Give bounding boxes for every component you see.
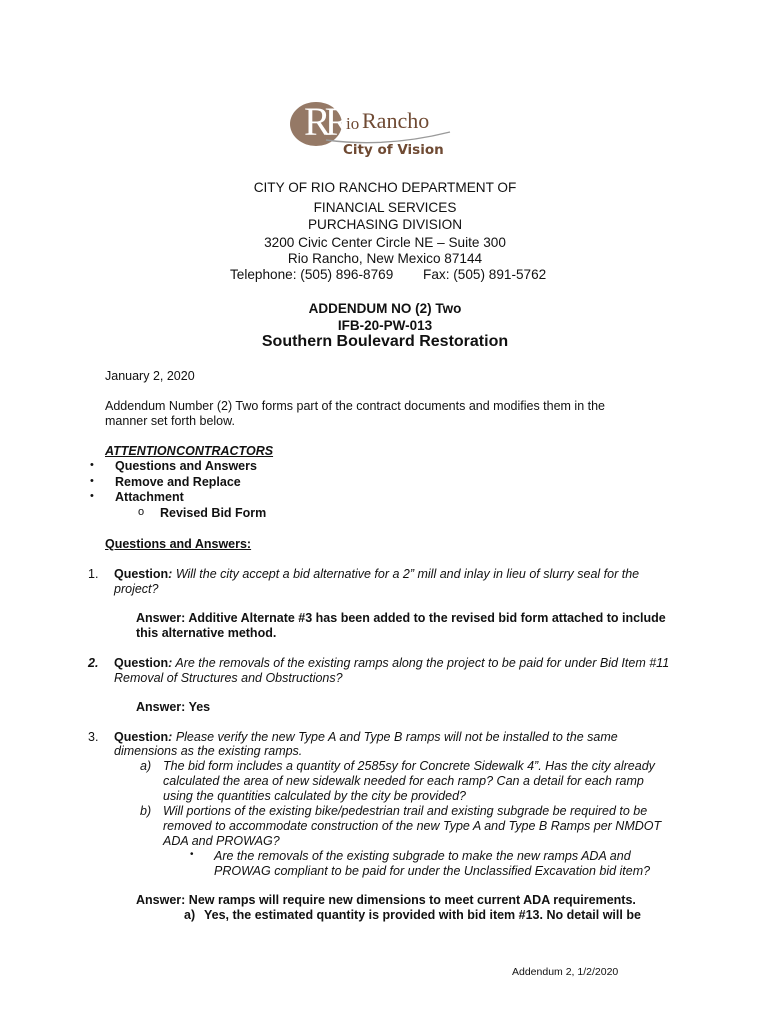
q3-b-line-2: removed to accommodate construction of the new Type A and Type B Ramps per NMDOT bbox=[163, 819, 662, 833]
header-line-4: 3200 Civic Center Circle NE – Suite 300 bbox=[264, 235, 506, 250]
q3-text-1: Please verify the new Type A and Type B ramps will not be installed to the same bbox=[172, 730, 618, 744]
fax: Fax: (505) 891-5762 bbox=[423, 267, 547, 282]
telephone-line bbox=[230, 266, 546, 284]
q3-answer-1: Answer: New ramps will require new dimensions to meet current ADA requirements. bbox=[136, 893, 636, 907]
q3-a-line-3: using the quantities calculated by the city be provided? bbox=[163, 789, 466, 803]
q1-answer-1: Answer: Additive Alternate #3 has been added to the revised bid form attached to include bbox=[136, 611, 666, 625]
logo-big-letters: RR bbox=[304, 99, 346, 144]
q3-number: 3. bbox=[88, 730, 99, 744]
bullet-icon: • bbox=[90, 475, 94, 487]
q3-colon: : bbox=[168, 730, 173, 744]
ifb-number: IFB-20-PW-013 bbox=[337, 318, 433, 333]
q3-a-label: a) bbox=[140, 759, 152, 773]
attention-item-attachment: Attachment bbox=[115, 490, 184, 504]
attention-sub-revised-bid-form: Revised Bid Form bbox=[160, 506, 267, 520]
q3-a-line-1: The bid form includes a quantity of 2585sy for Concrete Sidewalk 4”. Has the city already bbox=[163, 759, 655, 773]
header-line-1: CITY OF RIO RANCHO DEPARTMENT OF bbox=[253, 180, 517, 195]
intro-line-1: Addendum Number (2) Two forms part of the contract documents and modifies them in the bbox=[105, 399, 606, 413]
project-title: Southern Boulevard Restoration bbox=[261, 333, 509, 350]
q1-text-1: Will the city accept a bid alternative for a 2” mill and inlay in lieu of slurry seal for the bbox=[172, 567, 640, 581]
attention-heading: ATTENTION CONTRACTORS bbox=[105, 444, 274, 458]
q1-colon: : bbox=[168, 567, 173, 581]
attention-item-questions: Questions and Answers bbox=[115, 459, 257, 473]
city-logo bbox=[286, 96, 456, 162]
q2-label: Question bbox=[114, 656, 169, 670]
sub-bullet-icon: o bbox=[138, 506, 145, 518]
q2-answer: Answer: Yes bbox=[136, 700, 211, 714]
q2-text-1: Are the removals of the existing ramps along the project to be paid for under Bid Item #11 bbox=[172, 656, 670, 670]
q2-question bbox=[114, 656, 669, 672]
q2-number: 2. bbox=[88, 656, 99, 670]
telephone: Telephone: (505) 896-8769 bbox=[230, 267, 394, 282]
page-footer: Addendum 2, 1/2/2020 bbox=[512, 966, 619, 978]
q3-label: Question bbox=[114, 730, 169, 744]
q1-text-2: project? bbox=[114, 582, 159, 596]
header-line-5: Rio Rancho, New Mexico 87144 bbox=[287, 251, 483, 266]
q3-answer-a-line-1: Yes, the estimated quantity is provided with bid item #13. No detail will be bbox=[204, 908, 641, 922]
document-date: January 2, 2020 bbox=[105, 369, 195, 383]
q3-b-label: b) bbox=[140, 804, 152, 818]
q1-answer-2: this alternative method. bbox=[136, 626, 277, 640]
q3-sub-line-2: PROWAG compliant to be paid for under the Unclassified Excavation bid item? bbox=[214, 864, 651, 878]
q3-a-line-2: calculated the area of new sidewalk needed for each ramp? Can a detail for each ramp bbox=[163, 774, 644, 788]
bullet-icon: • bbox=[90, 490, 94, 502]
logo-tagline: City of Vision bbox=[343, 142, 444, 158]
q2-text-2: Removal of Structures and Obstructions? bbox=[114, 671, 343, 685]
q1-number: 1. bbox=[88, 567, 99, 581]
q3-text-2: dimensions as the existing ramps. bbox=[114, 744, 303, 758]
q1-label: Question bbox=[114, 567, 169, 581]
logo-rancho: Rancho bbox=[362, 108, 430, 133]
header-line-3: PURCHASING DIVISION bbox=[307, 217, 463, 232]
logo-io: io bbox=[346, 114, 360, 133]
q3-answer-a-label: a) bbox=[184, 908, 196, 922]
q2-colon: : bbox=[168, 656, 173, 670]
q3-sub-line-1: Are the removals of the existing subgrade to make the new ramps ADA and bbox=[214, 849, 631, 863]
intro-line-2: manner set forth below. bbox=[105, 414, 235, 428]
q1-question bbox=[114, 567, 639, 583]
header-line-2: FINANCIAL SERVICES bbox=[313, 200, 457, 215]
q3-b-line-3: ADA and PROWAG? bbox=[163, 834, 280, 848]
q3-b-line-1: Will portions of the existing bike/pedestrian trail and existing subgrade be required to be bbox=[163, 804, 648, 818]
bullet-icon: • bbox=[90, 459, 94, 471]
sub-bullet-icon: • bbox=[190, 849, 194, 860]
qa-heading: Questions and Answers: bbox=[105, 537, 252, 551]
addendum-title: ADDENDUM NO (2) Two bbox=[308, 301, 462, 316]
attention-item-remove: Remove and Replace bbox=[115, 475, 241, 489]
